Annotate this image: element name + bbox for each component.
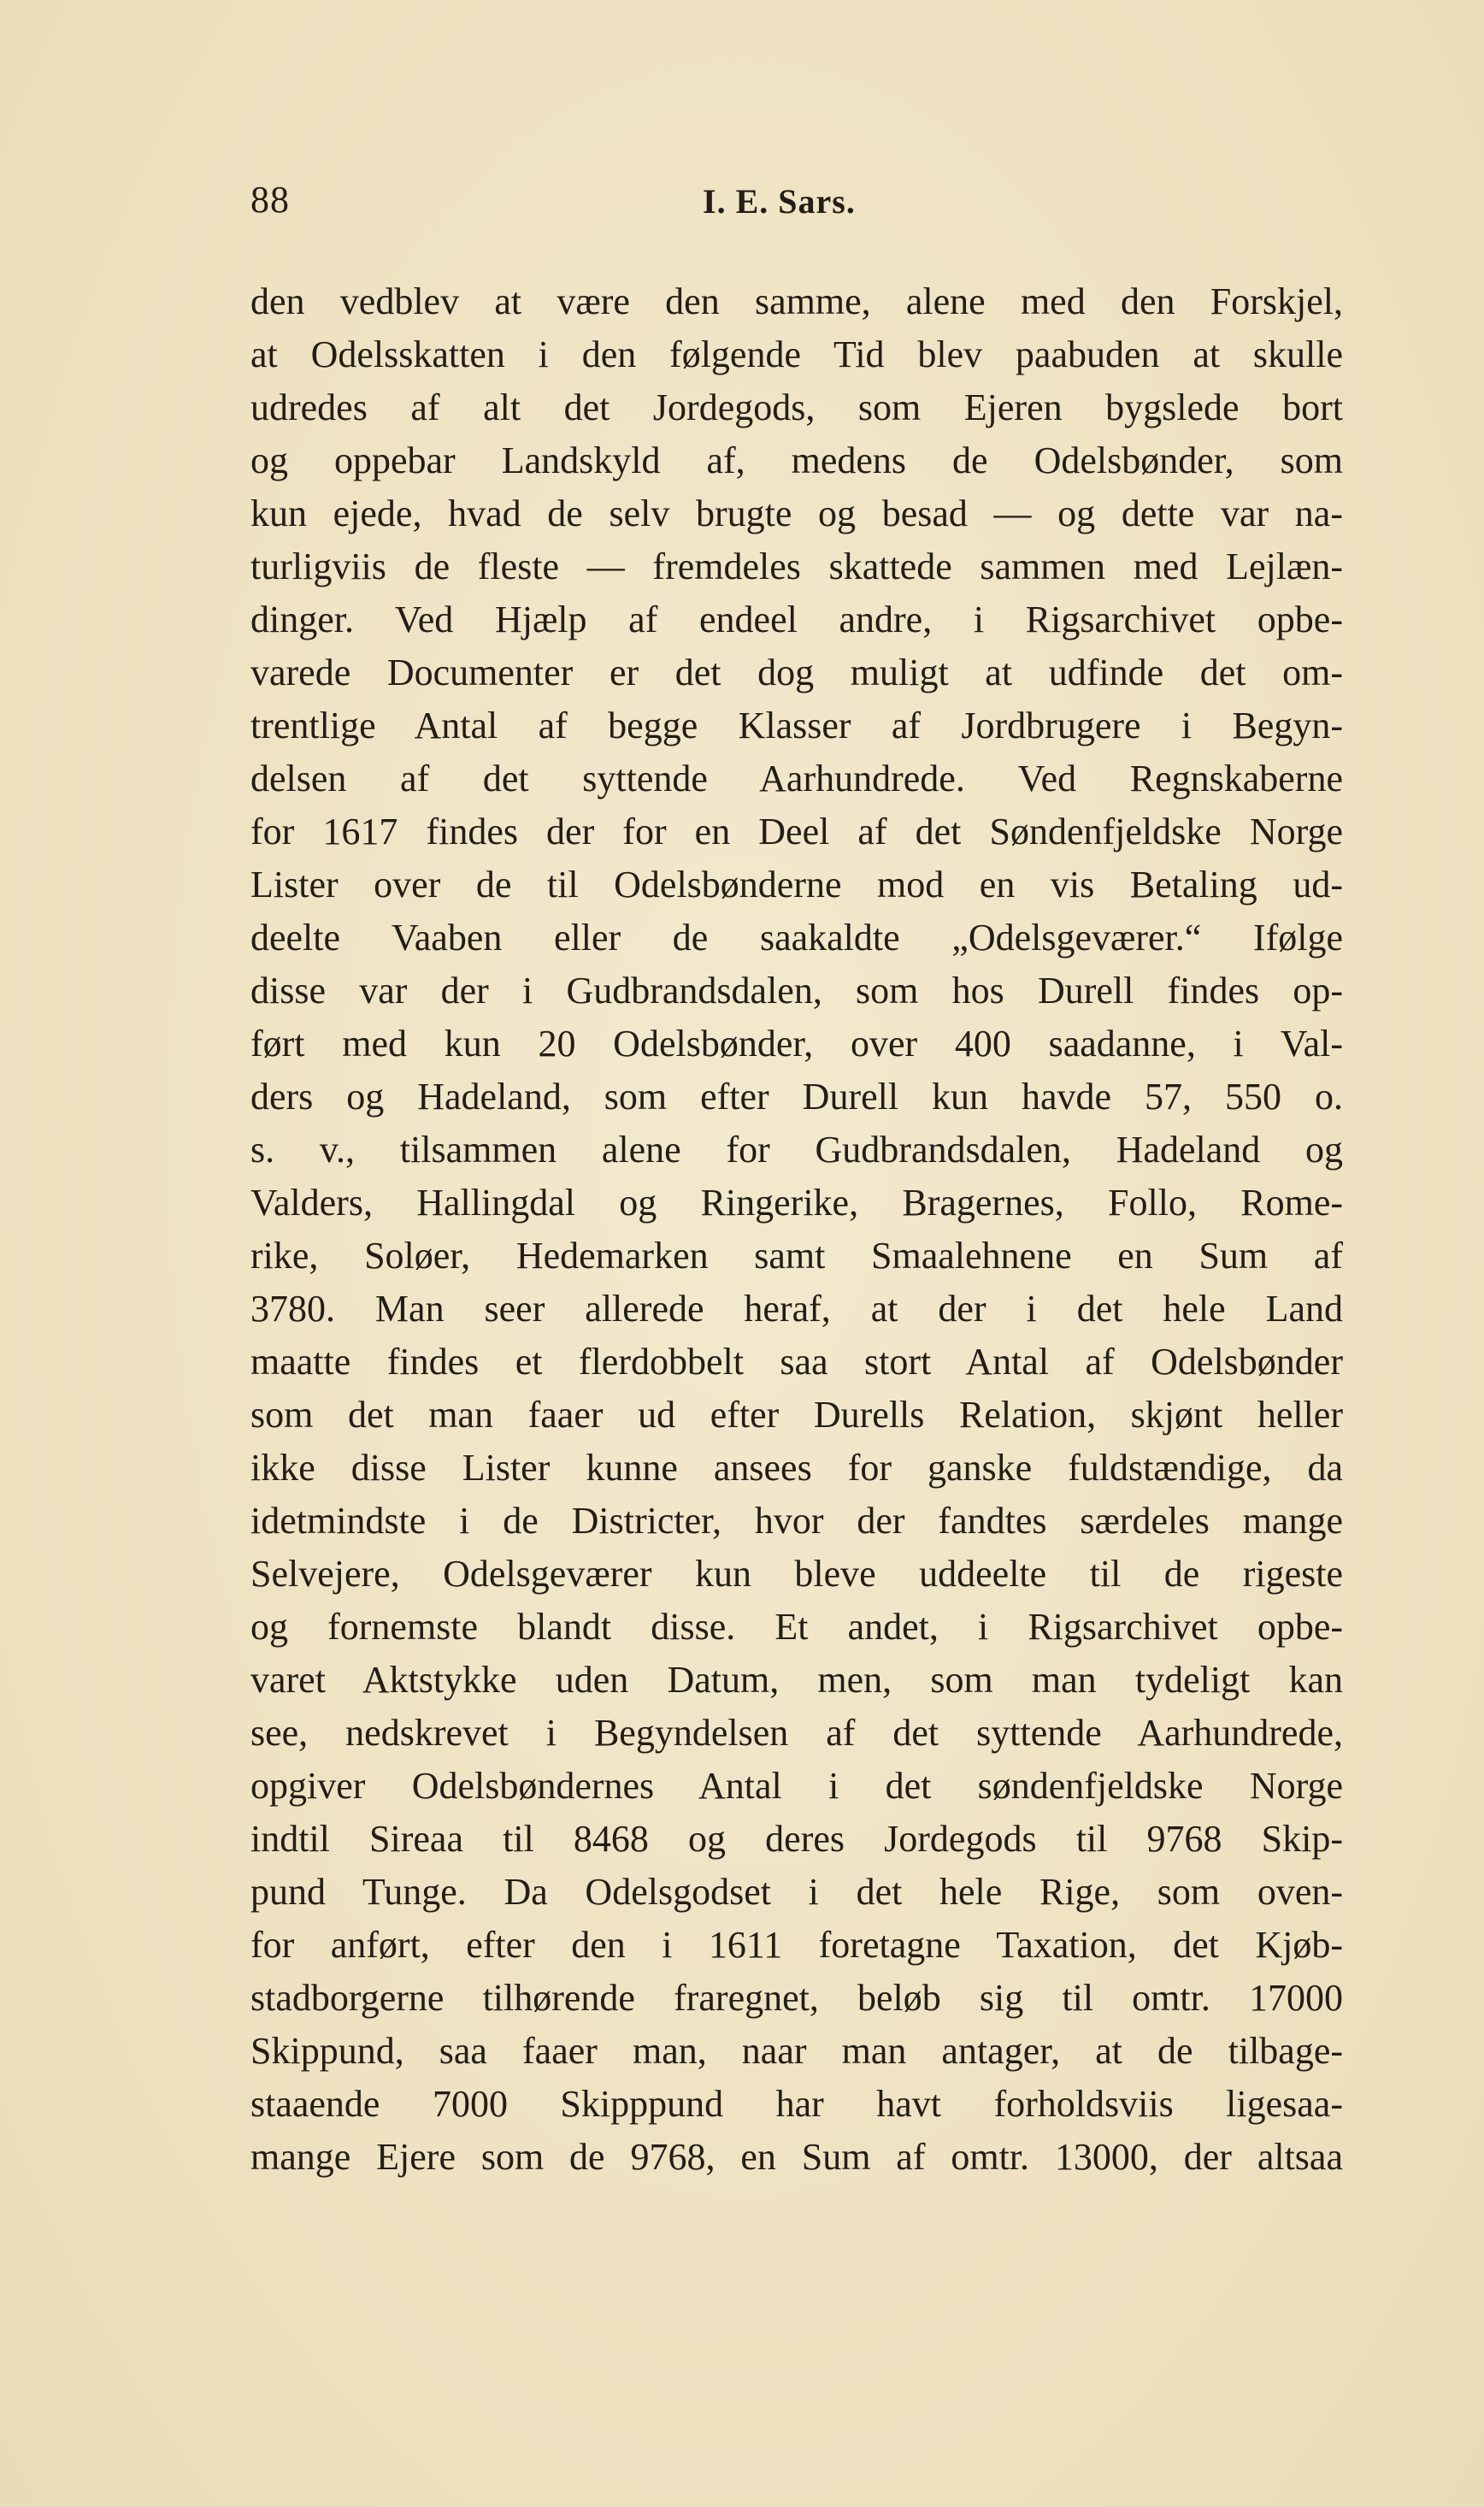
text-line: delsen af det syttende Aarhundrede. Ved Regnskaberne — [250, 758, 1343, 799]
page-header — [250, 178, 1362, 229]
text-line: som det man faaer ud efter Durells Relation, skjønt heller — [250, 1394, 1343, 1436]
text-line: 3780. Man seer allerede heraf, at der i det hele Land — [250, 1288, 1343, 1330]
text-line: maatte findes et flerdobbelt saa stort Antal af Odelsbønder — [250, 1341, 1343, 1383]
text-line: opgiver Odelsbøndernes Antal i det søndenfjeldske Norge — [250, 1765, 1343, 1807]
text-line: rike, Soløer, Hedemarken samt Smaalehnene en Sum af — [250, 1235, 1343, 1277]
text-line: for anført, efter den i 1611 foretagne Taxation, det Kjøb- — [250, 1924, 1343, 1966]
text-line: udredes af alt det Jordegods, som Ejeren bygslede bort — [250, 386, 1343, 428]
text-line: og oppebar Landskyld af, medens de Odelsbønder, som — [250, 439, 1343, 481]
text-line: indtil Sireaa til 8468 og deres Jordegods til 9768 Skip- — [250, 1818, 1343, 1860]
page-number: 88 — [250, 179, 290, 221]
text-line: for 1617 findes der for en Deel af det Søndenfjeldske Norge — [250, 811, 1343, 852]
text-line: turligviis de fleste — fremdeles skattede sammen med Lejlæn- — [250, 546, 1343, 587]
text-line: dinger. Ved Hjælp af endeel andre, i Rigsarchivet opbe- — [250, 599, 1343, 640]
text-line: Skippund, saa faaer man, naar man antager, at de tilbage- — [250, 2030, 1343, 2072]
text-line: pund Tunge. Da Odelsgodset i det hele Rige, som oven- — [250, 1871, 1343, 1913]
text-line: deelte Vaaben eller de saakaldte „Odelsgeværer.“ Ifølge — [250, 917, 1343, 959]
text-line: at Odelsskatten i den følgende Tid blev paabuden at skulle — [250, 333, 1343, 375]
text-line: ders og Hadeland, som efter Durell kun havde 57, 550 o. — [250, 1076, 1343, 1118]
text-line: stadborgerne tilhørende fraregnet, beløb sig til omtr. 17000 — [250, 1977, 1343, 2019]
text-line: Valders, Hallingdal og Ringerike, Bragernes, Follo, Rome- — [250, 1182, 1343, 1224]
text-line: s. v., tilsammen alene for Gudbrandsdalen, Hadeland og — [250, 1129, 1343, 1171]
text-line: kun ejede, hvad de selv brugte og besad — og dette var na- — [250, 493, 1343, 534]
text-line: see, nedskrevet i Begyndelsen af det syttende Aarhundrede, — [250, 1712, 1343, 1754]
text-line: varet Aktstykke uden Datum, men, som man tydeligt kan — [250, 1659, 1343, 1701]
text-line: ført med kun 20 Odelsbønder, over 400 saadanne, i Val- — [250, 1023, 1343, 1065]
text-line: ikke disse Lister kunne ansees for ganske fuldstændige, da — [250, 1447, 1343, 1489]
text-line: mange Ejere som de 9768, en Sum af omtr. 13000, der altsaa — [250, 2136, 1343, 2178]
text-line: varede Documenter er det dog muligt at udfinde det om- — [250, 652, 1343, 693]
text-line: og fornemste blandt disse. Et andet, i Rigsarchivet opbe- — [250, 1606, 1343, 1648]
running-head: I. E. Sars. — [703, 182, 856, 221]
text-line: staaende 7000 Skipppund har havt forholdsviis ligesaa- — [250, 2083, 1343, 2125]
text-line: Selvejere, Odelsgeværer kun bleve uddeelte til de rigeste — [250, 1553, 1343, 1595]
text-line: disse var der i Gudbrandsdalen, som hos Durell findes op- — [250, 970, 1343, 1012]
text-line: Lister over de til Odelsbønderne mod en vis Betaling ud- — [250, 864, 1343, 905]
text-line: den vedblev at være den samme, alene med den Forskjel, — [250, 280, 1343, 322]
body-text — [250, 275, 1343, 2184]
text-line: idetmindste i de Districter, hvor der fandtes særdeles mange — [250, 1500, 1343, 1542]
text-line: trentlige Antal af begge Klasser af Jordbrugere i Begyn- — [250, 705, 1343, 746]
